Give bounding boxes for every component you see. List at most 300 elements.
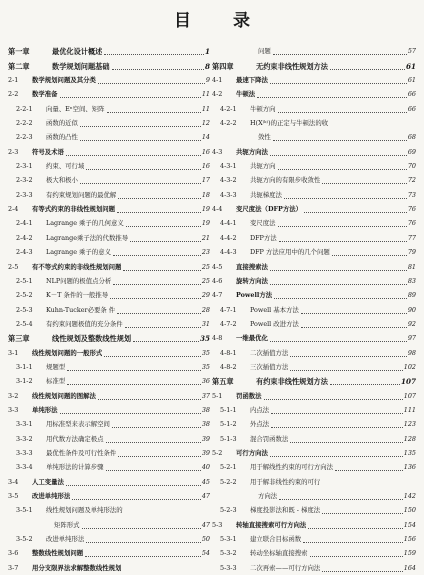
toc-page-number: 107: [403, 391, 416, 400]
toc-entry-number: 4-7-1: [220, 305, 237, 314]
toc-entry-number: 2-2-2: [16, 119, 33, 128]
toc-entry-number: 3-3-1: [16, 420, 33, 429]
toc-entry-number: 2-3: [8, 147, 19, 156]
toc-entry-number: 2-4-3: [16, 248, 33, 257]
toc-entry-number: 4-3-2: [220, 176, 237, 185]
toc-entry-number: 2-5-3: [16, 305, 33, 314]
toc-entry-number: 2-4-2: [16, 233, 33, 242]
toc-entry[interactable]: [8, 446, 210, 460]
toc-leader-dots: [330, 69, 405, 70]
toc-entry-number: 3-7: [8, 563, 19, 572]
toc-entry-number: 4-2-1: [220, 104, 237, 113]
toc-entry-title: 有约束非线性规划方法: [256, 377, 328, 387]
toc-entry-title: 线性规划问题及单纯形法的: [46, 506, 123, 515]
toc-entry[interactable]: [8, 73, 210, 87]
toc-entry-number: 2-2: [8, 90, 19, 99]
toc-entry-title: 线性规划问题的图解法: [32, 391, 96, 400]
toc-chapter-entry[interactable]: [212, 374, 416, 388]
toc-leader-dots: [85, 556, 201, 557]
toc-entry-number: 4-4-1: [220, 219, 237, 228]
toc-entry-number: 4-1: [212, 76, 223, 85]
toc-leader-dots: [270, 456, 403, 457]
toc-entry-title: 转轴直接搜索可行方向法: [236, 520, 307, 529]
toc-page-number: 92: [407, 319, 416, 328]
toc-title: 目 录: [174, 11, 268, 31]
toc-page-number: 12: [201, 119, 210, 128]
toc-entry-number: 4-2-2: [220, 119, 237, 128]
toc-page-number: 39: [201, 448, 210, 457]
toc-entry-title: 转动坐标轴直接搜索: [250, 549, 308, 558]
toc-leader-dots: [117, 212, 201, 213]
toc-page-number: 38: [201, 405, 210, 414]
toc-entry-title: 建立联合目标函数: [250, 535, 302, 544]
toc-entry-title: Lagrange 乘子的意义: [46, 248, 111, 257]
toc-leader-dots: [67, 384, 201, 385]
toc-left-column: [8, 44, 210, 575]
toc-entry-number: 第五章: [212, 377, 234, 387]
toc-leader-dots: [290, 370, 402, 371]
toc-entry-number: 第四章: [212, 61, 234, 71]
toc-page-number: 23: [201, 248, 210, 257]
toc-leader-dots: [273, 54, 407, 55]
toc-entry-title: 矩阵形式: [54, 520, 80, 529]
toc-entry-number: 4-5: [212, 262, 223, 271]
toc-entry[interactable]: [212, 288, 416, 302]
toc-entry[interactable]: [8, 517, 210, 531]
toc-leader-dots: [86, 169, 201, 170]
toc-entry-title: 用代数方法确定极点: [46, 434, 104, 443]
toc-page-number: 142: [403, 492, 416, 500]
toc-entry-title: 向量、Eⁿ空间、矩阵: [46, 104, 105, 113]
toc-entry-number: 2-3-2: [16, 176, 33, 185]
toc-entry[interactable]: [212, 87, 416, 101]
toc-page-number: 97: [407, 334, 416, 343]
toc-entry-title: 外点法: [250, 420, 270, 429]
toc-leader-dots: [284, 198, 407, 199]
toc-page-number: 47: [201, 520, 210, 529]
toc-entry[interactable]: [8, 560, 210, 574]
toc-entry-title: 人工变量法: [32, 477, 64, 486]
toc-page-number: 150: [403, 506, 416, 515]
toc-entry[interactable]: [8, 317, 210, 331]
toc-entry[interactable]: [212, 532, 416, 546]
toc-page-number: 90: [407, 305, 416, 314]
toc-entry-number: 4-3-1: [220, 162, 237, 171]
toc-entry-title: 最速下降法: [236, 76, 268, 85]
toc-leader-dots: [271, 413, 403, 414]
toc-entry-title: 改进单纯形法: [32, 492, 71, 500]
toc-entry-title: Powell 改进方法: [250, 319, 299, 328]
toc-entry[interactable]: [212, 560, 416, 574]
toc-page-number: 8: [204, 61, 210, 71]
toc-leader-dots: [278, 169, 407, 170]
toc-page-number: 38: [201, 420, 210, 429]
toc-entry[interactable]: [212, 431, 416, 445]
toc-leader-dots: [104, 356, 201, 357]
toc-entry-number: 2-5-1: [16, 276, 33, 285]
toc-leader-dots: [113, 255, 201, 256]
toc-page-number: 102: [403, 362, 416, 371]
toc-entry[interactable]: [212, 159, 416, 173]
toc-page-number: 29: [201, 291, 210, 300]
toc-leader-dots: [107, 112, 201, 113]
toc-leader-dots: [80, 140, 201, 141]
toc-entry[interactable]: [8, 302, 210, 316]
toc-entry[interactable]: [212, 546, 416, 560]
toc-entry[interactable]: [212, 446, 416, 460]
toc-entry-number: 2-5: [8, 262, 19, 271]
toc-page-number: 66: [407, 104, 416, 113]
toc-chapter-entry[interactable]: [212, 58, 416, 72]
toc-entry-title: 改进单纯形法: [46, 535, 85, 544]
toc-leader-dots: [60, 413, 201, 414]
toc-entry-number: 5-1: [212, 391, 223, 400]
toc-entry[interactable]: [8, 474, 210, 488]
toc-page-number: 98: [407, 348, 416, 357]
toc-page-number: 18: [201, 190, 210, 199]
toc-entry[interactable]: [212, 274, 416, 288]
toc-entry-number: 5-2-2: [220, 477, 237, 486]
toc-entry-number: 5-1-1: [220, 405, 237, 414]
toc-entry[interactable]: [8, 202, 210, 216]
toc-leader-dots: [332, 255, 407, 256]
toc-chapter-entry[interactable]: [8, 58, 210, 72]
toc-entry-number: 2-3-3: [16, 190, 33, 199]
toc-entry[interactable]: [212, 388, 416, 402]
toc-entry-number: 3-5-2: [16, 535, 33, 544]
toc-entry-title: 共轭方向的有限步收敛性: [250, 176, 321, 185]
toc-entry-number: 3-3: [8, 405, 19, 414]
toc-entry[interactable]: [212, 503, 416, 517]
toc-entry-number: 2-1: [8, 76, 19, 85]
toc-page-number: 164: [403, 563, 416, 572]
toc-chapter-entry[interactable]: [8, 44, 210, 58]
toc-leader-dots: [82, 528, 201, 529]
toc-entry-title: 罚函数法: [236, 391, 262, 400]
toc-entry-title: 共轭梯度法: [250, 190, 282, 199]
toc-entry[interactable]: [8, 274, 210, 288]
toc-entry-title: 混合罚函数法: [250, 434, 289, 443]
toc-entry-title: 用于解线性约束的可行方向法: [250, 463, 334, 472]
toc-entry[interactable]: [212, 259, 416, 273]
toc-entry-title: 牛顿法: [236, 90, 256, 99]
toc-page-number: 25: [201, 276, 210, 285]
toc-entry-title: 直接搜索法: [236, 262, 268, 271]
toc-page-number: 16: [201, 147, 210, 156]
toc-page-number: 35: [201, 362, 210, 371]
toc-entry[interactable]: [212, 417, 416, 431]
toc-entry[interactable]: [8, 116, 210, 130]
toc-page-number: 1: [204, 47, 210, 57]
toc-entry[interactable]: [8, 173, 210, 187]
toc-page-number: 83: [407, 276, 416, 285]
toc-leader-dots: [273, 140, 407, 141]
toc-entry[interactable]: [8, 101, 210, 115]
toc-leader-dots: [279, 499, 403, 500]
toc-page-number: 50: [201, 535, 210, 544]
toc-entry[interactable]: [8, 87, 210, 101]
toc-leader-dots: [290, 442, 402, 443]
toc-page-number: 81: [407, 262, 416, 271]
toc-entry[interactable]: [8, 417, 210, 431]
toc-entry-title: Lagrange乘子法的代数推导: [46, 233, 129, 242]
toc-entry[interactable]: [8, 374, 210, 388]
toc-entry[interactable]: [8, 546, 210, 560]
toc-entry-number: 4-6: [212, 276, 223, 285]
toc-entry-number: 3-1-1: [16, 362, 33, 371]
toc-page-number: 35: [201, 348, 210, 357]
toc-page-number: 54: [201, 549, 210, 558]
toc-entry-number: 4-3-3: [220, 190, 237, 199]
toc-entry[interactable]: [212, 144, 416, 158]
toc-entry[interactable]: [212, 403, 416, 417]
toc-leader-dots: [322, 571, 403, 572]
toc-entry-title: 数学规划问题基础: [52, 61, 110, 71]
toc-page-number: 36: [201, 377, 210, 386]
toc-entry-number: 第一章: [8, 47, 30, 57]
toc-entry-number: 4-3: [212, 147, 223, 156]
toc-entry-number: 3-3-3: [16, 448, 33, 457]
toc-entry[interactable]: [212, 101, 416, 115]
toc-entry-title: 线性规划及整数线性规划: [52, 334, 132, 344]
toc-page-number: 128: [403, 434, 416, 443]
toc-entry[interactable]: [212, 345, 416, 359]
toc-leader-dots: [98, 399, 201, 400]
toc-page-number: 61: [405, 61, 416, 71]
toc-page-number: 35: [199, 334, 210, 344]
toc-entry[interactable]: [212, 474, 416, 488]
toc-page-number: 136: [403, 463, 416, 472]
toc-entry[interactable]: [212, 517, 416, 531]
toc-leader-dots: [270, 83, 407, 84]
toc-leader-dots: [67, 370, 201, 371]
toc-entry-title: 无约束非线性规划方法: [256, 61, 328, 71]
toc-page-number: 21: [201, 233, 210, 242]
toc-entry-title: 变尺度法: [250, 219, 276, 228]
toc-entry-title: K－T 条件的一般推导: [46, 291, 109, 300]
toc-entry[interactable]: [212, 331, 416, 345]
toc-entry-title: 有不等式约束的非线性规划问题: [32, 262, 122, 271]
toc-page-number: 66: [407, 90, 416, 99]
toc-entry-number: 5-2: [212, 448, 223, 457]
toc-page-number: 45: [201, 477, 210, 486]
toc-entry-title: 有约束规划问题的最优解: [46, 190, 117, 199]
toc-entry[interactable]: [212, 116, 416, 130]
toc-entry-title: Lagrange 乘子的几何意义: [46, 219, 124, 228]
toc-page-number: 72: [407, 176, 416, 185]
toc-entry[interactable]: [212, 73, 416, 87]
toc-entry-title: 数学规划问题及其分类: [32, 76, 96, 85]
toc-leader-dots: [270, 341, 407, 342]
toc-entry[interactable]: [8, 245, 210, 259]
toc-entry[interactable]: [212, 202, 416, 216]
toc-leader-dots: [66, 155, 201, 156]
toc-entry[interactable]: [8, 388, 210, 402]
toc-entry[interactable]: [8, 360, 210, 374]
toc-leader-dots: [66, 485, 201, 486]
toc-leader-dots: [278, 112, 407, 113]
toc-page-number: 68: [407, 133, 416, 142]
toc-entry-title: 变尺度法（DFP方法）: [236, 205, 303, 214]
toc-page-number: 77: [407, 233, 416, 242]
toc-entry-number: 2-2-3: [16, 133, 33, 142]
toc-entry-title: DFP 方法应用中的几个问题: [250, 248, 330, 257]
toc-entry[interactable]: [212, 360, 416, 374]
toc-page-number: 16: [201, 162, 210, 171]
toc-entry-number: 3-1: [8, 348, 19, 357]
toc-entry-number: 5-1-3: [220, 434, 237, 443]
toc-page-number: 135: [403, 448, 416, 457]
toc-entry[interactable]: [8, 259, 210, 273]
toc-leader-dots: [304, 212, 407, 213]
toc-leader-dots: [270, 155, 407, 156]
toc-page-number: 159: [403, 549, 416, 558]
toc-entry[interactable]: [212, 44, 416, 58]
toc-page-number: 40: [201, 463, 210, 472]
toc-columns: [8, 44, 416, 575]
toc-entry[interactable]: [8, 288, 210, 302]
toc-leader-dots: [330, 384, 400, 385]
toc-entry-title: 整数线性规划问题: [32, 549, 84, 558]
toc-page-number: 154: [403, 520, 416, 529]
toc-entry[interactable]: [8, 130, 210, 144]
toc-entry-title: 最优化设计概述: [52, 47, 103, 57]
toc-page-number: 31: [201, 319, 210, 328]
toc-entry-number: 5-3-3: [220, 563, 237, 572]
toc-entry-number: 4-8: [212, 334, 223, 343]
toc-leader-dots: [118, 456, 201, 457]
toc-entry[interactable]: [212, 317, 416, 331]
toc-entry[interactable]: [212, 216, 416, 230]
toc-entry[interactable]: [212, 130, 416, 144]
toc-entry-number: 3-2: [8, 391, 19, 400]
toc-page-number: 107: [400, 377, 416, 387]
toc-entry[interactable]: [212, 245, 416, 259]
toc-entry[interactable]: [8, 345, 210, 359]
toc-page-number: 70: [407, 162, 416, 171]
toc-entry-title: 敛性: [258, 133, 271, 142]
toc-entry-title: 牛顿方向: [250, 104, 276, 113]
toc-entry[interactable]: [8, 216, 210, 230]
toc-leader-dots: [104, 54, 204, 55]
toc-leader-dots: [80, 183, 201, 184]
toc-leader-dots: [113, 284, 201, 285]
toc-entry-title: 问题: [258, 47, 271, 56]
toc-right-column: [212, 44, 416, 575]
toc-entry-number: 2-5-4: [16, 319, 33, 328]
toc-leader-dots: [110, 298, 201, 299]
toc-entry-number: 4-7: [212, 291, 223, 300]
toc-leader-dots: [301, 313, 407, 314]
toc-leader-dots: [270, 284, 407, 285]
toc-entry-title: 可行方向法: [236, 448, 268, 457]
toc-entry-number: 5-2-3: [220, 506, 237, 515]
toc-leader-dots: [274, 298, 407, 299]
toc-entry[interactable]: [212, 173, 416, 187]
toc-entry[interactable]: [212, 489, 416, 503]
toc-page-number: 25: [201, 262, 210, 271]
toc-entry-number: 2-2-1: [16, 104, 33, 113]
toc-entry-number: 3-6: [8, 549, 19, 558]
toc-page-number: 11: [201, 104, 210, 113]
toc-entry[interactable]: [8, 144, 210, 158]
toc-page-number: 111: [403, 405, 416, 414]
toc-entry-title: DFP方法: [250, 233, 277, 242]
toc-entry[interactable]: [212, 460, 416, 474]
toc-page-number: 89: [407, 291, 416, 300]
toc-entry-title: NLP问题的极值点分析: [46, 276, 112, 285]
toc-entry[interactable]: [8, 230, 210, 244]
toc-entry[interactable]: [8, 403, 210, 417]
toc-entry-title: 有约束问题极值的充分条件: [46, 319, 123, 328]
toc-entry-number: 3-3-4: [16, 463, 33, 472]
toc-entry[interactable]: [8, 489, 210, 503]
toc-entry-title: 三次插值方法: [250, 362, 289, 371]
toc-page-number: 37: [201, 391, 210, 400]
toc-entry-number: 3-5-1: [16, 506, 33, 515]
toc-entry-title: 单纯形法: [32, 405, 58, 414]
toc-entry[interactable]: [8, 159, 210, 173]
toc-page-number: 123: [403, 420, 416, 429]
toc-leader-dots: [126, 226, 201, 227]
toc-entry[interactable]: [212, 230, 416, 244]
toc-entry-title: Kuhn-Tucker必要条 件: [46, 305, 116, 314]
toc-leader-dots: [125, 327, 201, 328]
toc-entry-title: 一维最优化: [236, 334, 268, 343]
toc-entry-title: 极大和极小: [46, 176, 78, 185]
toc-leader-dots: [257, 97, 407, 98]
toc-entry[interactable]: [8, 431, 210, 445]
toc-leader-dots: [130, 241, 201, 242]
toc-entry-title: 最优性条件及可行性条件: [46, 448, 117, 457]
toc-chapter-entry[interactable]: [8, 331, 210, 345]
toc-entry-number: 4-4-2: [220, 233, 237, 242]
toc-entry-title: 旋转方向法: [236, 276, 268, 285]
toc-leader-dots: [303, 542, 403, 543]
toc-entry-title: H(X⁽ᵏ⁾)的正定与牛顿法的收: [250, 119, 329, 128]
toc-entry[interactable]: [8, 532, 210, 546]
toc-entry-title: 线性规划问题的一般形式: [32, 348, 103, 357]
toc-leader-dots: [279, 241, 407, 242]
toc-page-number: 19: [201, 219, 210, 228]
toc-entry[interactable]: [212, 187, 416, 201]
toc-page-number: 47: [201, 492, 210, 500]
toc-page-number: 57: [407, 47, 416, 56]
toc-page-number: 28: [201, 305, 210, 314]
toc-entry[interactable]: [8, 503, 210, 517]
toc-entry-title: 梯度投影法和既 - 梯度法: [250, 506, 321, 515]
toc-entry-title: 二次插值方法: [250, 348, 289, 357]
toc-leader-dots: [264, 399, 403, 400]
toc-page-number: 11: [201, 90, 210, 99]
toc-entry-number: 3-3-2: [16, 434, 33, 443]
toc-entry-title: 用分支限界法求解整数线性规划: [32, 563, 122, 572]
toc-page-number: 76: [407, 205, 416, 214]
toc-entry-title: 方向法: [258, 492, 278, 500]
toc-leader-dots: [271, 427, 403, 428]
toc-entry-title: 约束、可行域: [46, 162, 85, 171]
toc-entry[interactable]: [8, 460, 210, 474]
toc-entry[interactable]: [212, 302, 416, 316]
toc-page-number: 73: [407, 190, 416, 199]
toc-entry-number: 5-3-1: [220, 535, 237, 544]
toc-entry-title: 内点法: [250, 405, 270, 414]
toc-page-number: 156: [403, 535, 416, 544]
toc-entry[interactable]: [8, 187, 210, 201]
toc-entry-title: 单纯形法的计算步骤: [46, 463, 104, 472]
toc-entry-number: 第二章: [8, 61, 30, 71]
toc-page-number: 9: [205, 76, 210, 85]
